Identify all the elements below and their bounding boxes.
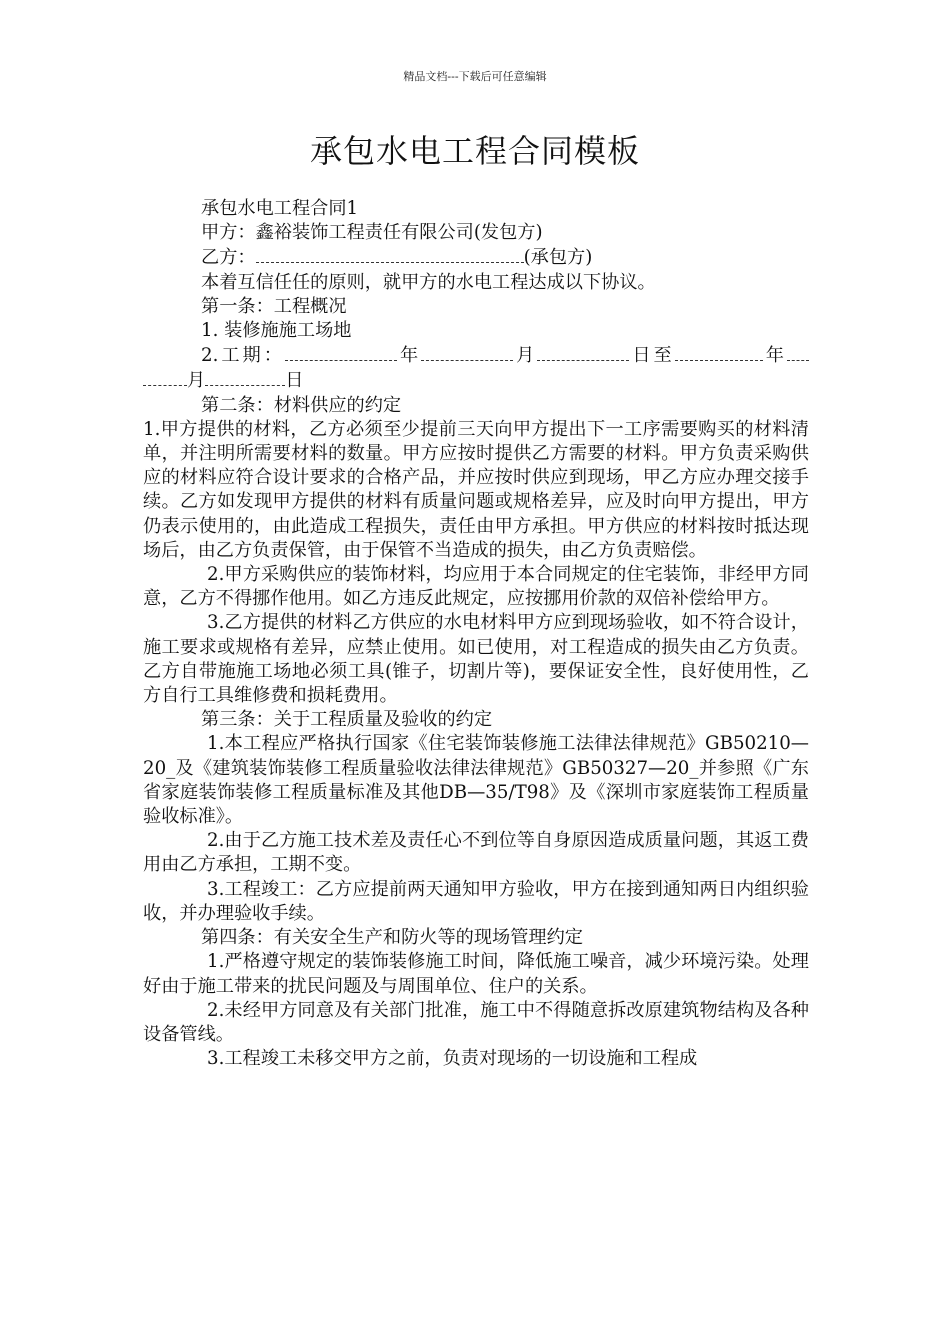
article-1-item-2 [143, 343, 809, 393]
to-word: 至 [653, 345, 675, 367]
article-2-item-2 [143, 563, 809, 611]
article-2-item-1-text: 1.甲方提供的材料，乙方必须至少提前三天向甲方提出下一工序需要购买的材料清单，并注明所需要材料的数量。甲方应按时提供乙方需要的材料。甲方负责采购供应的材料应符合设计要求的合格产品，并应按时供应到现场，甲乙方应办理交接手续。乙方如发现甲方提供的材料有质量问题或规格差异，应及时向甲方提出，甲方仍表示使用的，由此造成工程损失，责任由甲方承担。甲方供应的材料按时抵达现场后，由乙方负责保管，由于保管不当造成的损失，由乙方负责赔偿。 [143, 418, 809, 561]
party-b [143, 245, 809, 270]
article-4-item-2-text: 2.未经甲方同意及有关部门批准，施工中不得随意拆改原建筑物结构及各种设备管线。 [143, 999, 809, 1045]
article-3-item-2 [143, 829, 809, 877]
unit-day: 日 [285, 370, 304, 392]
article-2-item-3-text: 3.乙方提供的材料乙方供应的水电材料甲方应到现场验收，如不符合设计，施工要求或规格有差异，应禁止使用。如已使用，对工程造成的损失由乙方负责。乙方自带施施工场地必须工具(锥子，切割片等)，要保证安全性，良好使用性，乙方自行工具维修费和损耗费用。 [143, 612, 809, 707]
contract-name: 承包水电工程合同1 [201, 198, 359, 219]
end-month-blank-a[interactable] [787, 343, 809, 361]
end-day-blank[interactable] [205, 368, 285, 386]
article-3-title: 第三条：关于工程质量及验收的约定 [201, 709, 493, 731]
article-3-item-3 [143, 878, 809, 926]
article-4-item-2 [143, 999, 809, 1047]
article-4-item-3-text: 3.工程竣工未移交甲方之前，负责对现场的一切设施和工程成 [207, 1048, 698, 1070]
unit-year: 年 [396, 345, 422, 367]
article-1-item-1: 1. 装修施施工场地 [201, 320, 352, 342]
unit-year: 年 [762, 345, 787, 367]
end-year-blank[interactable] [675, 343, 763, 361]
end-month-blank-b[interactable] [143, 368, 187, 386]
unit-day: 日 [629, 345, 654, 367]
unit-month: 月 [187, 370, 206, 392]
intro-paragraph: 本着互信任任的原则，就甲方的水电工程达成以下协议。 [201, 271, 656, 293]
article-3-item-2-text: 2.由于乙方施工技术差及责任心不到位等自身原因造成质量问题，其返工费用由乙方承担，工期不变。 [143, 830, 809, 876]
start-month-blank[interactable] [421, 343, 513, 361]
document-body [143, 197, 809, 1071]
article-3-item-3-text: 3.工程竣工：乙方应提前两天通知甲方验收，甲方在接到通知两日内组织验收，并办理验收手续。 [143, 878, 809, 924]
article-2-title: 第二条：材料供应的约定 [201, 394, 402, 416]
start-year-blank[interactable] [285, 343, 397, 361]
article-4-item-1 [143, 950, 809, 998]
article-3-item-1 [143, 732, 809, 829]
article-3-item-1-text: 1.本工程应严格执行国家《住宅装饰装修施工法律法律规范》GB50210—20_及《建筑装饰装修工程质量验收法律法律规范》GB50327—20_并参照《广东省家庭装饰装修工程质量标准及其他DB—35/T98》及《深圳市家庭装饰工程质量验收标准》。 [143, 733, 809, 828]
article-4-item-1-text: 1.严格遵守规定的装饰装修施工时间，降低施工噪音，减少环境污染。处理好由于施工带来的扰民问题及与周围单位、住户的关系。 [143, 951, 809, 997]
document-title: 承包水电工程合同模板 [309, 132, 640, 170]
unit-month: 月 [513, 345, 538, 367]
page-header: 精品文档---下载后可任意编辑 [403, 70, 547, 83]
article-1-title: 第一条：工程概况 [201, 295, 347, 317]
party-a: 甲方：鑫裕装饰工程责任有限公司(发包方) [201, 222, 543, 244]
article-4-title: 第四条：有关安全生产和防火等的现场管理约定 [201, 927, 583, 949]
party-b-role: (承包方) [523, 247, 593, 269]
article-2-item-3 [143, 611, 809, 708]
article-2-item-1 [143, 418, 809, 563]
article-2-item-2-text: 2.甲方采购供应的装饰材料，均应用于本合同规定的住宅装饰，非经甲方同意，乙方不得挪作他用。如乙方违反此规定，应按挪用价款的双倍补偿给甲方。 [143, 564, 809, 610]
period-label: 2.工期： [201, 345, 285, 367]
article-4-item-3 [143, 1047, 809, 1071]
party-b-blank[interactable] [256, 245, 524, 263]
party-b-label: 乙方： [201, 247, 256, 269]
start-day-blank[interactable] [537, 343, 629, 361]
